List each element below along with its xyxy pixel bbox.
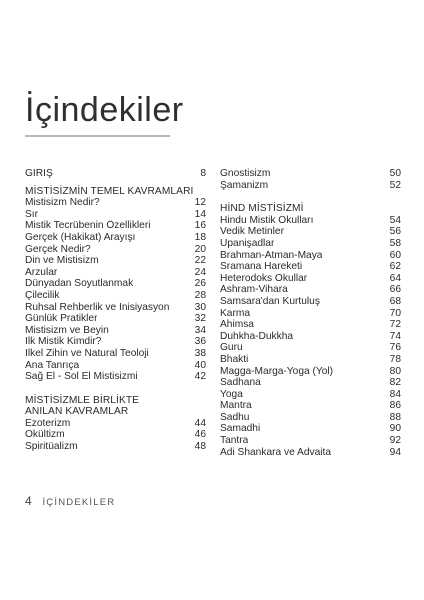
title-underline bbox=[25, 135, 170, 137]
toc-entry[interactable] bbox=[25, 232, 206, 244]
toc-entry[interactable] bbox=[220, 342, 401, 354]
toc-entry[interactable] bbox=[220, 423, 401, 435]
toc-entry[interactable] bbox=[220, 296, 401, 308]
toc-entry-title: Gnostisizm bbox=[220, 168, 271, 179]
toc-entry-page: 28 bbox=[194, 289, 206, 301]
toc-right-column bbox=[220, 168, 401, 458]
toc-entry-title: Gerçek Nedir? bbox=[25, 243, 91, 255]
toc-entry-title: Dünyadan Soyutlanmak bbox=[25, 278, 134, 290]
toc-entry-page: 70 bbox=[389, 307, 401, 319]
toc-entry-page: 88 bbox=[389, 411, 401, 423]
toc-entry-page: 82 bbox=[389, 377, 401, 389]
toc-entry-title: Bhakti bbox=[220, 353, 249, 365]
toc-entry-page: 78 bbox=[389, 353, 401, 365]
toc-entry[interactable] bbox=[25, 220, 206, 232]
toc-entry[interactable] bbox=[220, 273, 401, 285]
toc-entry[interactable] bbox=[25, 360, 206, 372]
toc-entry-page: 46 bbox=[194, 429, 206, 441]
section-heading-temel-kavramlar: MİSTİSİZMİN TEMEL KAVRAMLARI bbox=[25, 185, 194, 197]
toc-entry[interactable] bbox=[220, 261, 401, 273]
section-heading-birlikte-line1: MİSTİSİZMLE BİRLİKTE bbox=[25, 394, 140, 406]
toc-entry-page: 60 bbox=[389, 249, 401, 261]
toc-entry-page: 50 bbox=[389, 168, 401, 179]
section-heading-birlikte-line2: ANILAN KAVRAMLAR bbox=[25, 406, 129, 418]
toc-entry[interactable] bbox=[220, 377, 401, 389]
toc-entry[interactable] bbox=[25, 244, 206, 256]
toc-entry-title: Tantra bbox=[220, 435, 249, 447]
toc-entry-page: 92 bbox=[389, 435, 401, 447]
toc-entry-title: Mistisizm ve Beyin bbox=[25, 324, 109, 336]
toc-entry-page: 72 bbox=[389, 319, 401, 331]
toc-entry-page: 94 bbox=[389, 446, 401, 458]
toc-entry[interactable] bbox=[25, 371, 206, 383]
toc-entry[interactable] bbox=[220, 435, 401, 447]
toc-left-column bbox=[25, 168, 206, 453]
toc-entry[interactable] bbox=[25, 313, 206, 325]
toc-entry[interactable] bbox=[220, 308, 401, 320]
toc-entry-title: İlk Mistik Kimdir? bbox=[25, 336, 102, 348]
toc-entry-page: 24 bbox=[194, 266, 206, 278]
toc-entry-title: Ahimsa bbox=[220, 319, 254, 331]
toc-entry-page: 74 bbox=[389, 330, 401, 342]
toc-entry[interactable] bbox=[220, 238, 401, 250]
toc-entry[interactable] bbox=[220, 250, 401, 262]
toc-entry[interactable] bbox=[220, 331, 401, 343]
toc-entry-title: Ana Tanrıça bbox=[25, 359, 80, 371]
toc-entry[interactable] bbox=[25, 336, 206, 348]
toc-entry[interactable] bbox=[220, 215, 401, 227]
toc-entry-page: 16 bbox=[194, 220, 206, 232]
toc-entry-page: 76 bbox=[389, 342, 401, 354]
toc-entry-title: Ezoterizm bbox=[25, 417, 71, 429]
toc-entry-title: Magga-Marga-Yoga (Yol) bbox=[220, 365, 334, 377]
toc-entry-page: 90 bbox=[389, 423, 401, 435]
toc-entry[interactable] bbox=[220, 180, 401, 192]
toc-entry-title: Samadhi bbox=[220, 423, 261, 435]
toc-entry[interactable] bbox=[220, 412, 401, 424]
toc-entry-page: 12 bbox=[194, 197, 206, 209]
toc-entry[interactable] bbox=[220, 389, 401, 401]
toc-entry[interactable] bbox=[220, 447, 401, 459]
toc-entry-page: 68 bbox=[389, 295, 401, 307]
toc-entry-title: Yoga bbox=[220, 388, 243, 400]
toc-entry-page: 56 bbox=[389, 226, 401, 238]
toc-entry[interactable] bbox=[25, 325, 206, 337]
toc-entry-title: Karma bbox=[220, 307, 251, 319]
section-list-temel-kavramlar bbox=[25, 197, 206, 383]
toc-entry-title: Ruhsal Rehberlik ve İnisiyasyon bbox=[25, 301, 170, 313]
page-title: İçindekiler bbox=[25, 91, 184, 129]
toc-entry-page: 18 bbox=[194, 231, 206, 243]
toc-entry[interactable] bbox=[220, 168, 401, 180]
toc-entry-title: Sır bbox=[25, 208, 39, 220]
toc-entry-page: 48 bbox=[194, 441, 206, 453]
toc-entry[interactable] bbox=[25, 197, 206, 209]
toc-entry[interactable] bbox=[220, 400, 401, 412]
toc-entry-page: 8 bbox=[200, 168, 206, 179]
section-list-birlikte bbox=[25, 418, 206, 453]
toc-entry-page: 20 bbox=[194, 243, 206, 255]
toc-entry-page: 80 bbox=[389, 365, 401, 377]
toc-entry-page: 14 bbox=[194, 208, 206, 220]
toc-entry[interactable] bbox=[25, 278, 206, 290]
toc-entry-title: Sağ El - Sol El Mistisizmi bbox=[25, 371, 138, 383]
toc-entry-page: 30 bbox=[194, 301, 206, 313]
toc-entry-title: Gerçek (Hakikat) Arayışı bbox=[25, 231, 136, 243]
toc-entry[interactable] bbox=[25, 348, 206, 360]
page-footer bbox=[25, 494, 115, 508]
toc-entry-title: Günlük Pratikler bbox=[25, 313, 98, 325]
section-list-hind bbox=[220, 215, 401, 458]
toc-entry-page: 32 bbox=[194, 313, 206, 325]
toc-entry[interactable] bbox=[25, 441, 206, 453]
toc-entry[interactable] bbox=[220, 319, 401, 331]
toc-entry-page: 42 bbox=[194, 371, 206, 383]
toc-entry-title: Mistik Tecrübenin Özellikleri bbox=[25, 220, 151, 232]
toc-entry-title: İlkel Zihin ve Natural Teoloji bbox=[25, 347, 149, 359]
toc-entry-title: Duhkha-Dukkha bbox=[220, 330, 294, 342]
footer-page-number: 4 bbox=[25, 494, 32, 508]
toc-entry-title: GİRİŞ bbox=[25, 168, 53, 179]
toc-entry[interactable] bbox=[220, 366, 401, 378]
toc-entry-page: 66 bbox=[389, 284, 401, 296]
toc-entry[interactable] bbox=[220, 226, 401, 238]
section-list-continued bbox=[220, 168, 401, 191]
toc-entry-page: 64 bbox=[389, 272, 401, 284]
toc-entry-title: Hindu Mistik Okulları bbox=[220, 214, 314, 226]
toc-entry-title: Sadhana bbox=[220, 377, 261, 389]
toc-entry-title: Sadhu bbox=[220, 411, 250, 423]
toc-entry-title: Şamanizm bbox=[220, 179, 269, 191]
toc-entry-title: Brahman-Atman-Maya bbox=[220, 249, 323, 261]
toc-entry-title: Heterodoks Okullar bbox=[220, 272, 308, 284]
toc-entry-title: Din ve Mistisizm bbox=[25, 255, 99, 267]
toc-entry-page: 36 bbox=[194, 336, 206, 348]
toc-entry-title: Samsara'dan Kurtuluş bbox=[220, 295, 320, 307]
toc-entry-intro[interactable] bbox=[25, 168, 206, 180]
toc-entry-title: Spiritüalizm bbox=[25, 441, 78, 453]
toc-entry-page: 40 bbox=[194, 359, 206, 371]
toc-entry-title: Adi Shankara ve Advaita bbox=[220, 446, 332, 458]
toc-entry-page: 84 bbox=[389, 388, 401, 400]
toc-entry-page: 38 bbox=[194, 347, 206, 359]
toc-entry-page: 26 bbox=[194, 278, 206, 290]
toc-entry[interactable] bbox=[220, 354, 401, 366]
toc-entry-title: Çilecilik bbox=[25, 289, 60, 301]
toc-entry-page: 52 bbox=[389, 179, 401, 191]
toc-entry-title: Vedik Metinler bbox=[220, 226, 284, 238]
toc-entry-page: 62 bbox=[389, 261, 401, 273]
toc-entry-page: 86 bbox=[389, 400, 401, 412]
toc-entry-page: 54 bbox=[389, 214, 401, 226]
toc-entry-title: Upanişadlar bbox=[220, 237, 275, 249]
toc-entry-page: 58 bbox=[389, 237, 401, 249]
toc-entry-title: Sramana Hareketi bbox=[220, 261, 303, 273]
toc-entry[interactable] bbox=[25, 302, 206, 314]
toc-entry-title: Guru bbox=[220, 342, 243, 354]
toc-entry-title: Okültizm bbox=[25, 429, 65, 441]
section-heading-hind: HİND MİSTİSİZMİ bbox=[220, 203, 304, 215]
toc-entry-page: 34 bbox=[194, 324, 206, 336]
toc-entry-title: Arzular bbox=[25, 266, 58, 278]
toc-entry-page: 44 bbox=[194, 417, 206, 429]
toc-entry[interactable] bbox=[25, 209, 206, 221]
toc-entry-page: 22 bbox=[194, 255, 206, 267]
toc-entry-title: Mistisizm Nedir? bbox=[25, 197, 100, 209]
toc-entry-title: Ashram-Vihara bbox=[220, 284, 288, 296]
toc-entry[interactable] bbox=[25, 429, 206, 441]
footer-label: İÇİNDEKİLER bbox=[42, 497, 116, 508]
toc-entry[interactable] bbox=[25, 290, 206, 302]
toc-entry[interactable] bbox=[220, 284, 401, 296]
toc-entry[interactable] bbox=[25, 418, 206, 430]
toc-entry[interactable] bbox=[25, 267, 206, 279]
toc-entry[interactable] bbox=[25, 255, 206, 267]
toc-entry-title: Mantra bbox=[220, 400, 252, 412]
